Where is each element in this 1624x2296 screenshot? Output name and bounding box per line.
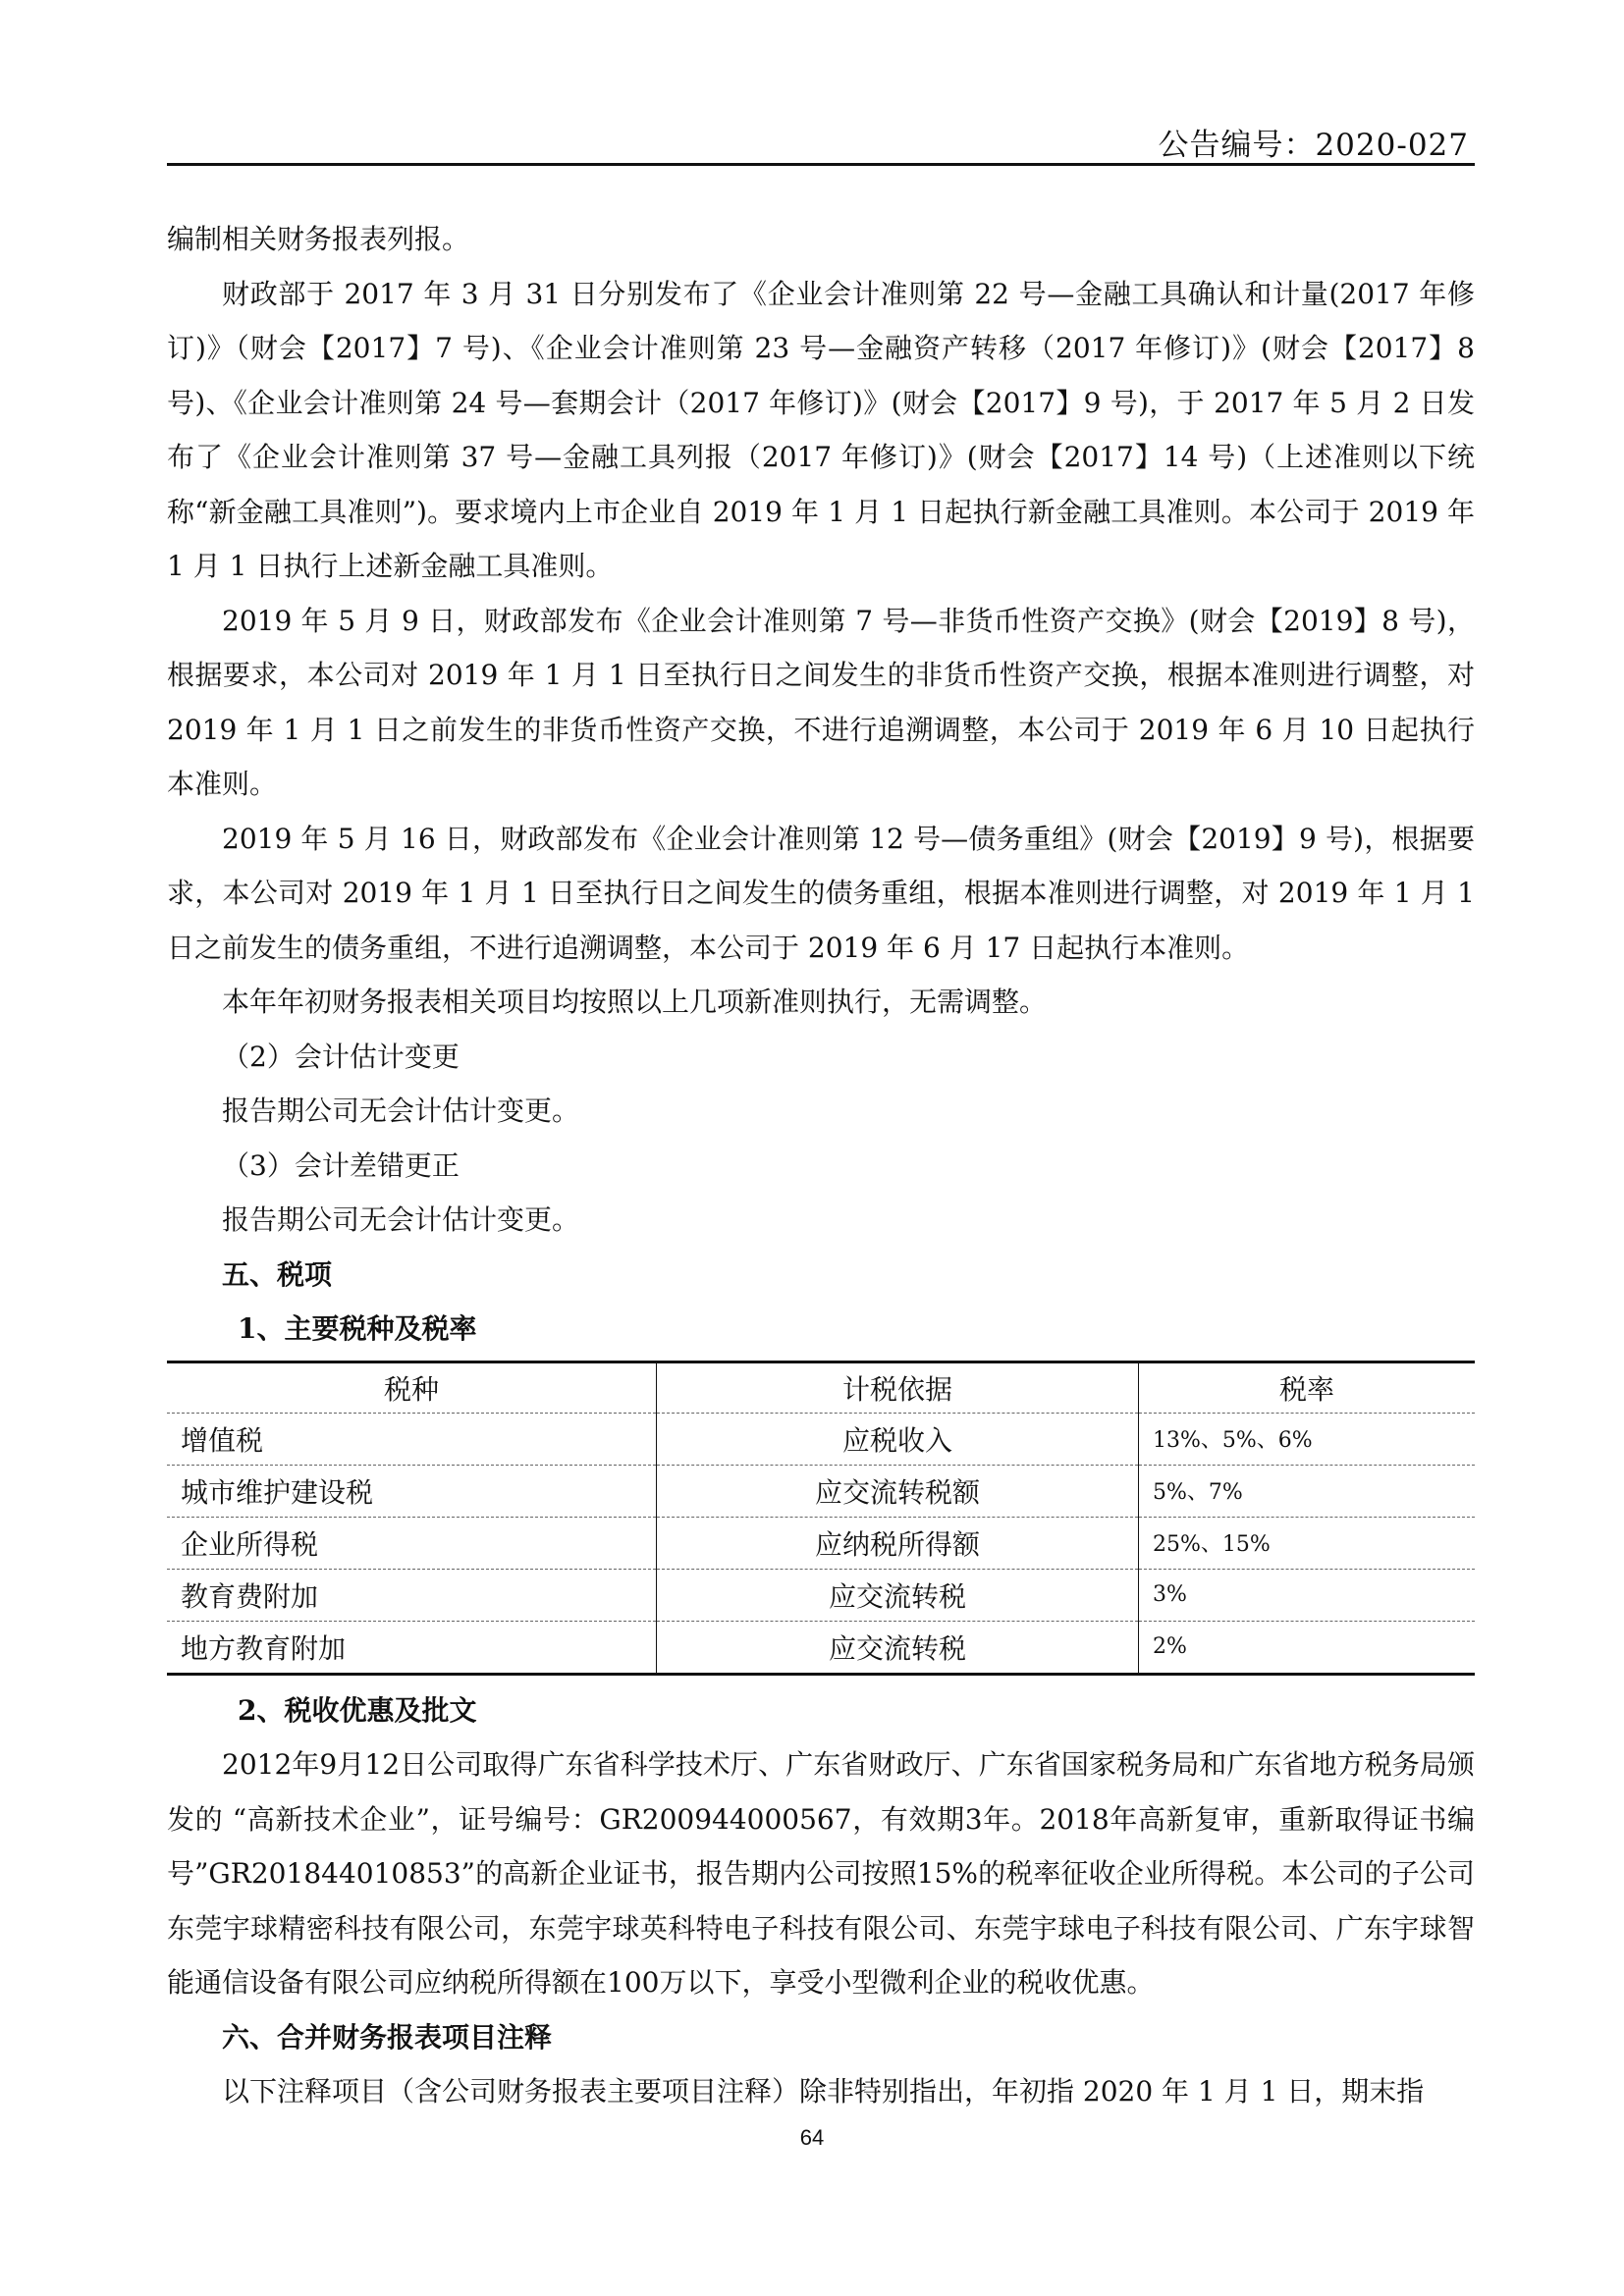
tax-basis-cell: 应交流转税 — [657, 1621, 1139, 1674]
paragraph-tax-incentives: 2012年9月12日公司取得广东省科学技术厅、广东省财政厅、广东省国家税务局和广东省地方税务局颁发的 “高新技术企业”，证号编号：GR200944000567，有效期3年。2018年高新复审，重新取得证书编号”GR201844010853”的高新企业证书，报告期内公司按照15%的税率征收企业所得税。本公司的子公司东莞宇球精密科技有限公司，东莞宇球英科特电子科技有限公司、东莞宇球电子科技有限公司、广东宇球智能通信设备有限公司应纳税所得额在100万以下，享受小型微利企业的税收优惠。 — [167, 1748, 1475, 1999]
paragraph-debt-restructuring: 2019 年 5 月 16 日，财政部发布《企业会计准则第 12 号—债务重组》(财会【2019】9 号)，根据要求，本公司对 2019 年 1 月 1 日至执行日之间发生的债务重组，根据本准则进行调整，对 2019 年 1 月 1 日之前发生的债务重组，不进行追溯调整，本公司于 2019 年 6 月 17 日起执行本准则。 — [167, 822, 1475, 964]
tax-basis-cell: 应纳税所得额 — [657, 1517, 1139, 1569]
tax-type-cell: 城市维护建设税 — [167, 1465, 657, 1517]
header-divider — [167, 163, 1475, 166]
tax-rate-cell: 13%、5%、6% — [1139, 1413, 1476, 1465]
tax-type-cell: 增值税 — [167, 1413, 657, 1465]
column-header-tax-type: 税种 — [167, 1362, 657, 1413]
column-header-tax-basis: 计税依据 — [657, 1362, 1139, 1413]
heading-error-correction: （3）会计差错更正 — [222, 1148, 460, 1182]
paragraph-nonmonetary-exchange: 2019 年 5 月 9 日，财政部发布《企业会计准则第 7 号—非货币性资产交换》(财会【2019】8 号)，根据要求，本公司对 2019 年 1 月 1 日至执行日之间发生的非货币性资产交换，根据本准则进行调整，对 2019 年 1 月 1 日之前发生的非货币性资产交换，不进行追溯调整，本公司于 2019 年 6 月 10 日起执行本准则。 — [167, 604, 1475, 800]
tax-basis-cell: 应税收入 — [657, 1413, 1139, 1465]
section-six-title: 六、合并财务报表项目注释 — [222, 2020, 553, 2054]
table-row — [167, 1569, 1475, 1621]
tax-type-cell: 地方教育附加 — [167, 1621, 657, 1674]
table-row — [167, 1413, 1475, 1465]
table-row — [167, 1465, 1475, 1517]
paragraph-no-adjustment: 本年年初财务报表相关项目均按照以上几项新准则执行，无需调整。 — [222, 986, 1048, 1018]
paragraph-continuation: 编制相关财务报表列报。 — [167, 223, 470, 255]
section-five-title: 五、税项 — [222, 1257, 333, 1291]
tax-rate-cell: 3% — [1139, 1569, 1476, 1621]
table-header-row — [167, 1362, 1475, 1413]
tax-type-cell: 教育费附加 — [167, 1569, 657, 1621]
tax-rate-cell: 25%、15% — [1139, 1517, 1476, 1569]
heading-estimate-change: （2）会计估计变更 — [222, 1040, 460, 1073]
announcement-number: 公告编号：2020-027 — [1158, 128, 1469, 163]
paragraph-no-estimate-change: 报告期公司无会计估计变更。 — [222, 1095, 580, 1127]
tax-basis-cell: 应交流转税 — [657, 1569, 1139, 1621]
page-number: 64 — [799, 2125, 825, 2150]
tax-rate-table — [167, 1361, 1475, 1676]
tax-type-cell: 企业所得税 — [167, 1517, 657, 1569]
tax-rate-cell: 2% — [1139, 1621, 1476, 1674]
table-row — [167, 1517, 1475, 1569]
tax-basis-cell: 应交流转税额 — [657, 1465, 1139, 1517]
table-row — [167, 1621, 1475, 1674]
paragraph-financial-instruments: 财政部于 2017 年 3 月 31 日分别发布了《企业会计准则第 22 号—金融工具确认和计量(2017 年修订)》（财会【2017】7 号)、《企业会计准则第 23 号—金融资产转移（2017 年修订)》(财会【2017】8 号)、《企业会计准则第 24 号—套期会计（2017 年修订)》(财会【2017】9 号)，于 2017 年 5 月 2 日发布了《企业会计准则第 37 号—金融工具列报（2017 年修订)》(财会【2017】14 号)（上述准则以下统称“新金融工具准则”)。要求境内上市企业自 2019 年 1 月 1 日起执行新金融工具准则。本公司于 2019 年 1 月 1 日执行上述新金融工具准则。 — [167, 277, 1475, 582]
subsection-main-taxes-title: 1、主要税种及税率 — [238, 1312, 477, 1345]
column-header-tax-rate: 税率 — [1139, 1362, 1476, 1413]
paragraph-no-error-correction: 报告期公司无会计估计变更。 — [222, 1203, 580, 1236]
subsection-tax-incentives-title: 2、税收优惠及批文 — [238, 1693, 477, 1727]
document-body — [167, 212, 1475, 2119]
paragraph-notes-intro: 以下注释项目（含公司财务报表主要项目注释）除非特别指出，年初指 2020 年 1 月 1 日，期末指 — [222, 2075, 1425, 2108]
tax-rate-cell: 5%、7% — [1139, 1465, 1476, 1517]
